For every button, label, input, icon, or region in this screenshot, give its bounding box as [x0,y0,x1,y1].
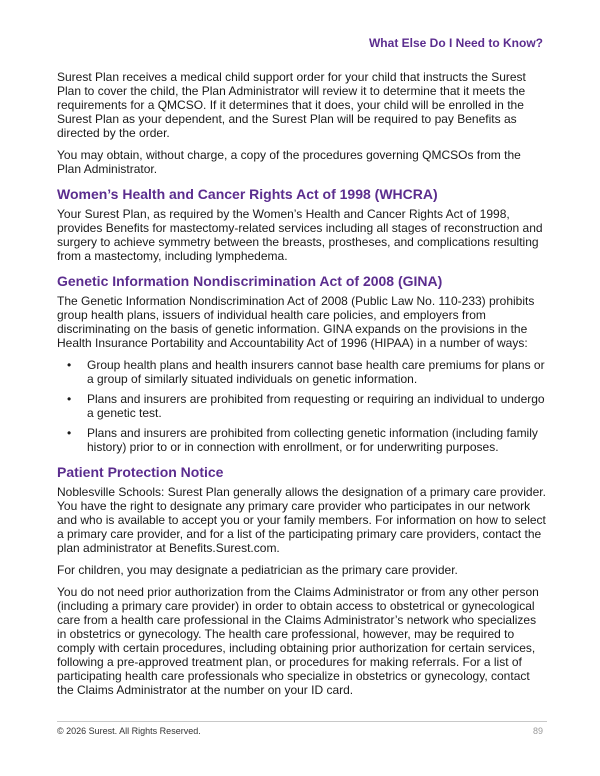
list-item-text: Group health plans and health insurers cannot base health care premiums for plans or a group of similarly situated individuals on genetic information. [87,358,545,386]
patient-protection-paragraph-2: For children, you may designate a pediatrician as the primary care provider. [57,563,458,577]
bullet-icon: • [67,392,72,406]
list-item [57,358,547,386]
gina-paragraph: The Genetic Information Nondiscrimination Act of 2008 (Public Law No. 110-233) prohibits group health plans, issuers of individual health care policies, and employers from discriminating on the basis of genetic information. GINA expands on the provisions in the Health Insurance Portability and Accountability Act of 1996 (HIPAA) in a number of ways: [57,294,535,350]
footer-divider [57,721,547,722]
list-item-text: Plans and insurers are prohibited from collecting genetic information (including family history) prior to or in connection with enrollment, or for underwriting purposes. [87,426,538,454]
bullet-icon: • [67,426,72,440]
patient-protection-paragraph-3: You do not need prior authorization from the Claims Administrator or from any other person (including a primary care provider) in order to obtain access to obstetrical or gynecological care from a health care professional in the Claims Administrator’s network who specializes in obstetrics or gynecology. The health care professional, however, may be required to comply with certain procedures, including obtaining prior authorization for certain services, following a pre-approved treatment plan, or procedures for making referrals. For a list of participating health care professionals who specialize in obstetrics or gynecology, contact the Claims Administrator at the number on your ID card. [57,585,539,697]
whcra-heading: Women’s Health and Cancer Rights Act of 1998 (WHCRA) [57,186,438,202]
list-item-text: Plans and insurers are prohibited from requesting or requiring an individual to undergo a genetic test. [87,392,545,420]
patient-protection-paragraph-1: Noblesville Schools: Surest Plan generally allows the designation of a primary care provider. You have the right to designate any primary care provider who participates in our network and who is available to accept you or your family members. For information on how to select a primary care provider, and for a list of the participating primary care providers, contact the plan administrator at Benefits.Surest.com. [57,485,546,555]
list-item [57,392,547,420]
footer-copyright: © 2026 Surest. All Rights Reserved. [57,726,201,736]
whcra-paragraph: Your Surest Plan, as required by the Women’s Health and Cancer Rights Act of 1998, provides Benefits for mastectomy-related services including all stages of reconstruction and surgery to achieve symmetry between the breasts, prostheses, and complications resulting from a mastectomy, including lymphedema. [57,207,543,263]
patient-protection-heading: Patient Protection Notice [57,464,224,480]
gina-bullet-list [57,358,547,454]
qmcso-paragraph-1: Surest Plan receives a medical child support order for your child that instructs the Surest Plan to cover the child, the Plan Administrator will review it to determine that it meets the requirements for a QMCSO. If it determines that it does, your child will be enrolled in the Surest Plan as your dependent, and the Surest Plan will be required to pay Benefits as directed by the order. [57,70,526,140]
qmcso-paragraph-2: You may obtain, without charge, a copy of the procedures governing QMCSOs from the Plan Administrator. [57,148,521,176]
page-number: 89 [532,726,543,736]
page-content [57,70,547,705]
bullet-icon: • [67,358,72,372]
gina-heading: Genetic Information Nondiscrimination Act of 2008 (GINA) [57,273,443,289]
list-item [57,426,547,454]
running-header: What Else Do I Need to Know? [368,36,543,50]
